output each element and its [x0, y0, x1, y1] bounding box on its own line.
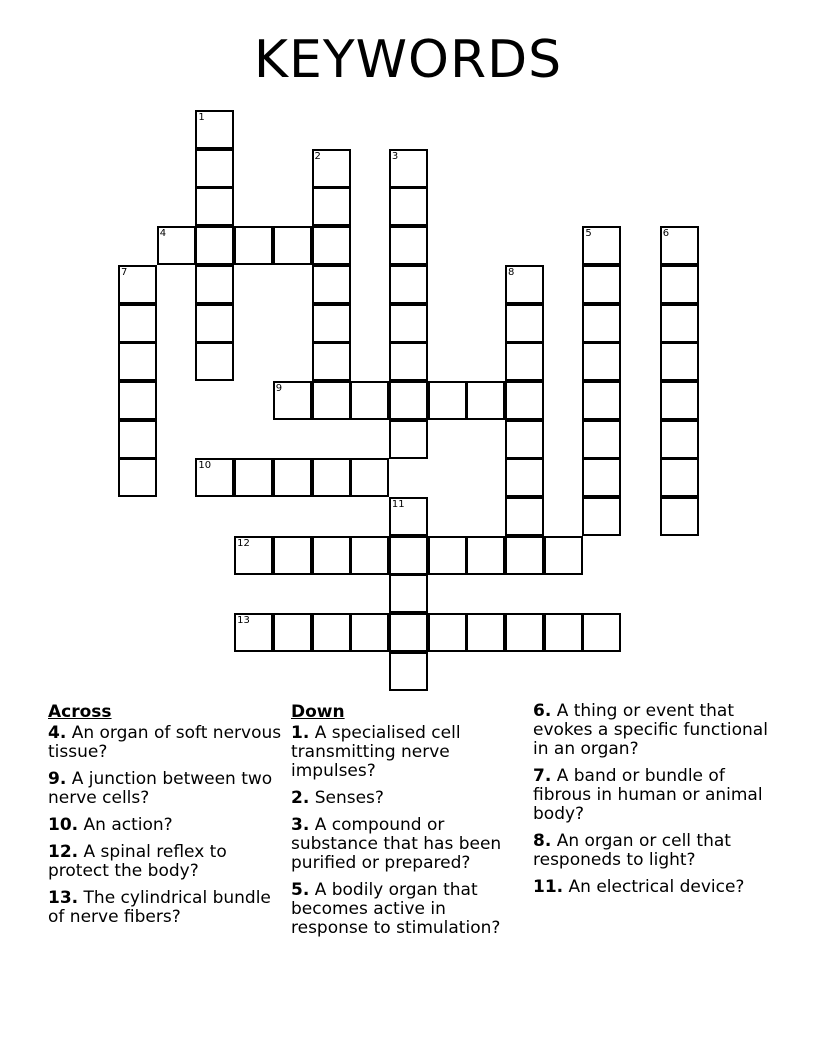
grid-cell[interactable] — [389, 381, 428, 420]
grid-cell[interactable] — [582, 497, 621, 536]
across-clues — [48, 702, 288, 935]
grid-cell[interactable] — [195, 187, 234, 226]
clue-item — [533, 702, 773, 759]
clue-number: 1 — [198, 112, 205, 123]
grid-cell[interactable] — [118, 265, 157, 304]
clue-item-number: 1. — [291, 723, 310, 743]
grid-cell[interactable] — [582, 381, 621, 420]
grid-cell[interactable] — [582, 265, 621, 304]
grid-cell[interactable] — [118, 420, 157, 459]
clue-item-number: 11. — [533, 877, 564, 897]
grid-cell[interactable] — [273, 458, 312, 497]
grid-cell[interactable] — [660, 420, 699, 459]
grid-cell[interactable] — [660, 381, 699, 420]
grid-cell[interactable] — [312, 304, 351, 343]
clue-item-number: 2. — [291, 788, 310, 808]
grid-cell[interactable] — [350, 613, 389, 652]
clue-number: 8 — [508, 266, 515, 278]
grid-cell[interactable] — [389, 420, 428, 459]
grid-cell[interactable] — [312, 613, 351, 652]
clue-number: 3 — [391, 150, 399, 162]
grid-cell[interactable] — [582, 420, 621, 459]
grid-cell[interactable] — [389, 265, 428, 304]
grid-cell[interactable] — [273, 613, 312, 652]
grid-cell[interactable] — [157, 226, 196, 265]
clue-item — [291, 789, 523, 808]
grid-cell[interactable] — [660, 458, 699, 497]
grid-cell[interactable] — [118, 304, 157, 343]
clue-item-text: A specialised cell transmitting nerve impulses? — [291, 723, 461, 781]
clue-item — [533, 878, 773, 897]
grid-cell[interactable] — [582, 458, 621, 497]
grid-cell[interactable] — [505, 613, 544, 652]
clue-number: 7 — [121, 266, 128, 278]
grid-cell[interactable] — [389, 149, 428, 188]
clue-item — [48, 724, 288, 762]
grid-cell[interactable] — [466, 381, 505, 420]
grid-cell[interactable] — [505, 536, 544, 575]
clue-item — [533, 767, 773, 824]
grid-cell[interactable] — [312, 342, 351, 381]
grid-cell[interactable] — [428, 613, 467, 652]
clue-item-number: 3. — [291, 815, 310, 835]
grid-cell[interactable] — [544, 536, 583, 575]
grid-cell[interactable] — [428, 381, 467, 420]
grid-cell[interactable] — [544, 613, 583, 652]
grid-cell[interactable] — [312, 149, 351, 188]
clue-item — [291, 881, 523, 938]
grid-cell[interactable] — [505, 265, 544, 304]
grid-cell[interactable] — [582, 304, 621, 343]
clue-item-text: An electrical device? — [563, 877, 745, 897]
grid-cell[interactable] — [195, 110, 234, 149]
grid-cell[interactable] — [312, 187, 351, 226]
clue-item-number: 12. — [48, 842, 79, 862]
grid-cell[interactable] — [312, 536, 351, 575]
clue-item-number: 13. — [48, 888, 79, 908]
clue-item — [291, 816, 523, 873]
grid-cell[interactable] — [312, 226, 351, 265]
clue-item-number: 8. — [533, 831, 552, 851]
grid-cell[interactable] — [505, 304, 544, 343]
grid-cell[interactable] — [582, 613, 621, 652]
grid-cell[interactable] — [428, 536, 467, 575]
down-heading: Down — [291, 702, 345, 722]
clue-item-number: 5. — [291, 880, 310, 900]
grid-cell[interactable] — [505, 458, 544, 497]
grid-cell[interactable] — [660, 226, 699, 265]
grid-cell[interactable] — [273, 536, 312, 575]
clue-item-text: A band or bundle of fibrous in human or animal body? — [533, 766, 763, 824]
grid-cell[interactable] — [505, 342, 544, 381]
grid-cell[interactable] — [312, 381, 351, 420]
clue-item-text: A spinal reflex to protect the body? — [48, 842, 227, 881]
grid-cell[interactable] — [312, 265, 351, 304]
grid-cell[interactable] — [389, 187, 428, 226]
clue-item-text: A bodily organ that becomes active in response to stimulation? — [291, 880, 501, 938]
grid-cell[interactable] — [195, 458, 234, 497]
grid-cell[interactable] — [195, 342, 234, 381]
grid-cell[interactable] — [350, 381, 389, 420]
grid-cell[interactable] — [312, 458, 351, 497]
grid-cell[interactable] — [118, 342, 157, 381]
grid-cell[interactable] — [389, 304, 428, 343]
clue-item-text: A thing or event that evokes a specific functional in an organ? — [533, 701, 768, 759]
grid-cell[interactable] — [118, 458, 157, 497]
grid-cell[interactable] — [195, 265, 234, 304]
clue-item-number: 9. — [48, 769, 67, 789]
grid-cell[interactable] — [505, 420, 544, 459]
clue-item-text: Senses? — [309, 788, 384, 808]
clue-item-text: The cylindrical bundle of nerve fibers? — [48, 888, 271, 927]
grid-cell[interactable] — [660, 342, 699, 381]
clue-item-text: A junction between two nerve cells? — [48, 769, 273, 808]
clue-number: 12 — [237, 537, 250, 549]
grid-cell[interactable] — [195, 304, 234, 343]
grid-cell[interactable] — [389, 497, 428, 536]
grid-cell[interactable] — [350, 536, 389, 575]
grid-cell[interactable] — [234, 536, 273, 575]
down-clues — [291, 702, 523, 946]
clue-item — [291, 724, 523, 781]
clue-number: 5 — [585, 228, 592, 240]
clue-number: 9 — [275, 382, 283, 394]
across-heading: Across — [48, 702, 112, 722]
grid-cell[interactable] — [389, 652, 428, 691]
grid-cell[interactable] — [195, 149, 234, 188]
clue-number: 13 — [237, 615, 250, 627]
clue-item-number: 4. — [48, 723, 67, 743]
grid-cell[interactable] — [505, 497, 544, 536]
grid-cell[interactable] — [466, 613, 505, 652]
grid-cell[interactable] — [389, 342, 428, 381]
grid-cell[interactable] — [234, 226, 273, 265]
clue-item-text: An organ of soft nervous tissue? — [48, 723, 282, 762]
grid-cell[interactable] — [389, 574, 428, 613]
clue-item-number: 6. — [533, 701, 552, 721]
grid-cell[interactable] — [582, 342, 621, 381]
grid-cell[interactable] — [389, 536, 428, 575]
clue-number: 10 — [198, 460, 212, 472]
clue-number: 4 — [159, 228, 167, 240]
grid-cell[interactable] — [234, 613, 273, 652]
clue-item — [533, 832, 773, 870]
clue-item-text: A compound or substance that has been purified or prepared? — [291, 815, 502, 873]
clue-item-text: An organ or cell that responeds to light? — [533, 831, 731, 870]
clue-item-number: 7. — [533, 766, 552, 786]
clue-item-number: 10. — [48, 815, 79, 835]
grid-cell[interactable] — [660, 265, 699, 304]
grid-cell[interactable] — [466, 536, 505, 575]
grid-cell[interactable] — [389, 226, 428, 265]
clue-item — [48, 843, 288, 881]
grid-cell[interactable] — [195, 226, 234, 265]
down-clues-continued — [533, 702, 773, 905]
clue-item — [48, 816, 288, 835]
clue-item — [48, 889, 288, 927]
grid-cell[interactable] — [273, 381, 312, 420]
page-title: KEYWORDS — [253, 30, 563, 90]
grid-cell[interactable] — [505, 381, 544, 420]
grid-cell[interactable] — [660, 304, 699, 343]
clue-number: 2 — [314, 150, 321, 162]
grid-cell[interactable] — [234, 458, 273, 497]
grid-cell[interactable] — [389, 613, 428, 652]
grid-cell[interactable] — [660, 497, 699, 536]
clue-item-text: An action? — [78, 815, 173, 835]
clue-number: 11 — [391, 499, 405, 510]
clue-item — [48, 770, 288, 808]
grid-cell[interactable] — [350, 458, 389, 497]
grid-cell[interactable] — [273, 226, 312, 265]
clue-number: 6 — [662, 228, 670, 240]
grid-cell[interactable] — [582, 226, 621, 265]
grid-cell[interactable] — [118, 381, 157, 420]
